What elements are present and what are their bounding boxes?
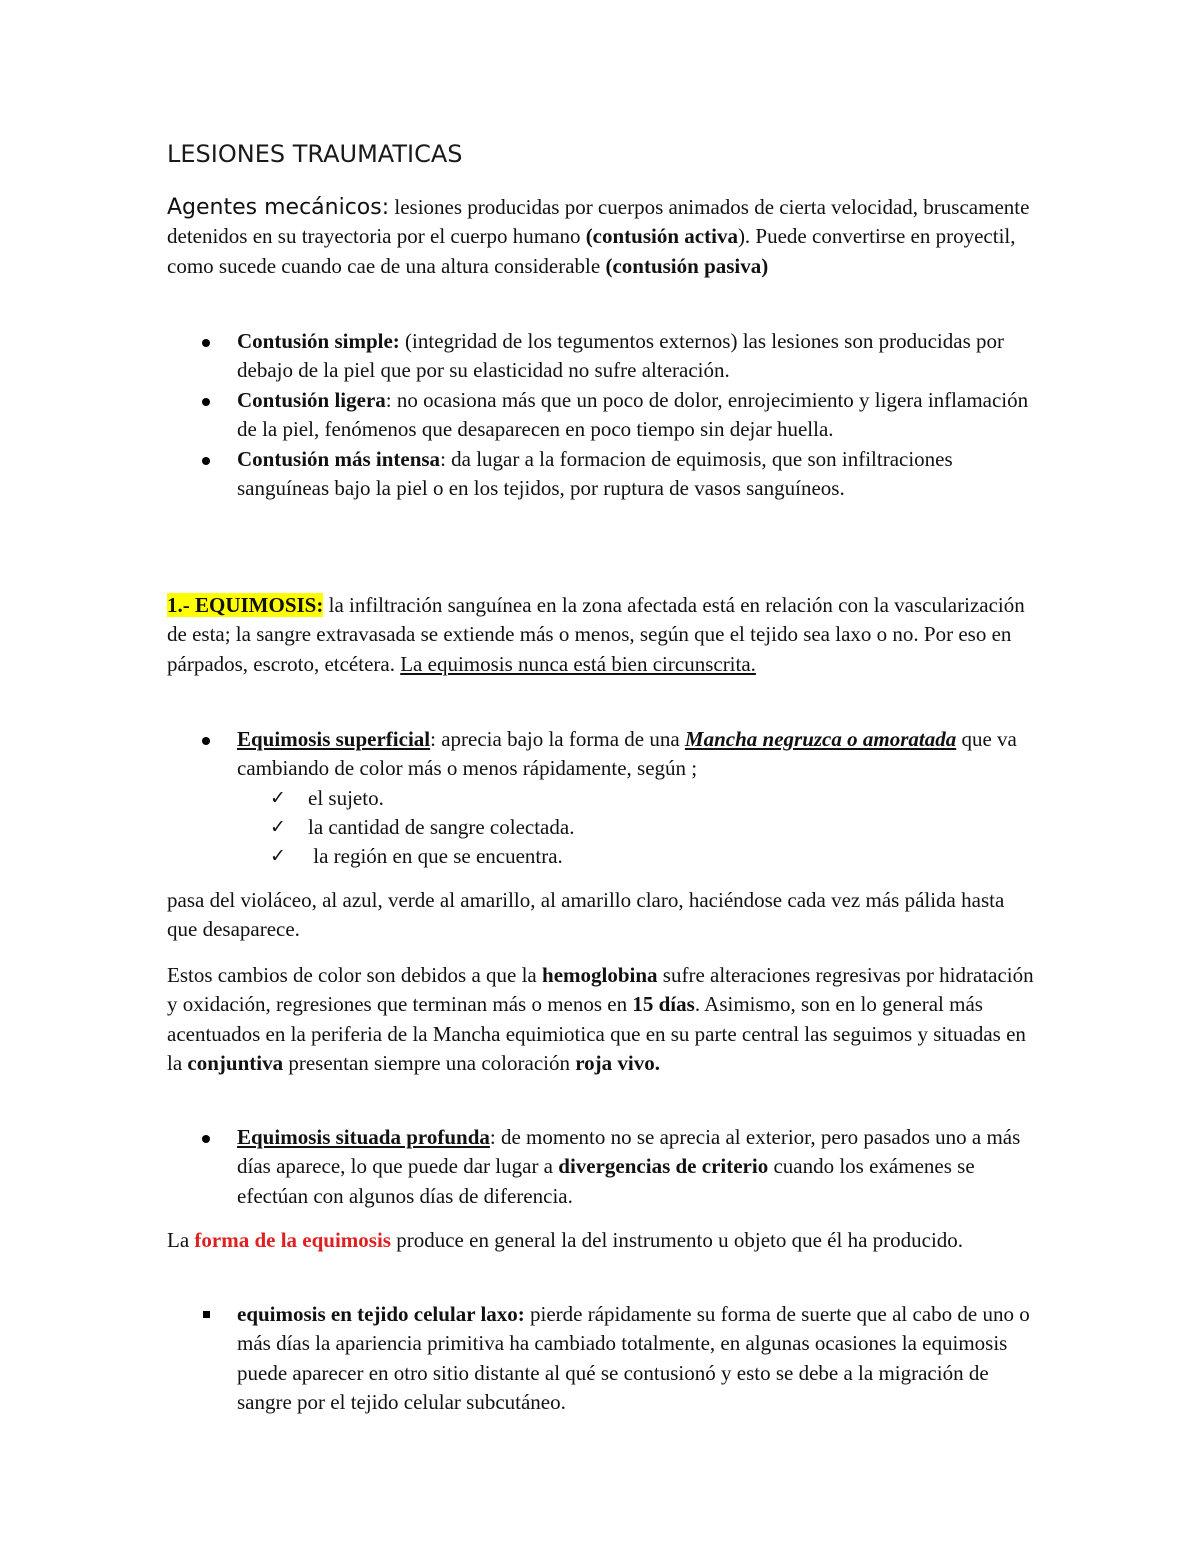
square-bullet-icon [203, 1311, 210, 1318]
list-item [270, 813, 574, 842]
list-item [167, 1300, 1037, 1418]
profunda-term: Equimosis situada profunda [237, 1125, 490, 1149]
forma-red-text: forma de la equimosis [194, 1228, 391, 1252]
forma-paragraph [167, 1226, 1037, 1255]
list-item [167, 327, 1037, 386]
superficial-list [167, 725, 1037, 784]
bullet-icon [202, 457, 210, 465]
cambios-text-2: sufre alteraciones regresivas por hidratación y oxidación, regresiones que terminan más o menos en [167, 963, 1034, 1017]
equimosis-underlined: La equimosis nunca está bien circunscrita. [400, 651, 756, 676]
check-list [270, 784, 574, 871]
profunda-bold: divergencias de criterio [558, 1154, 769, 1179]
list-item [167, 386, 1037, 445]
forma-text-1: La [167, 1228, 195, 1252]
check-item-text: la región en que se encuentra. [308, 844, 563, 868]
intro-bold-2: (contusión pasiva) [605, 253, 769, 278]
check-item-text: la cantidad de sangre colectada. [308, 815, 575, 839]
equimosis-paragraph [167, 591, 1037, 679]
check-item-text: el sujeto. [308, 786, 384, 810]
list-item [167, 1123, 1037, 1211]
superficial-emphasis: Mancha negruzca o amoratada [684, 727, 957, 751]
cambios-text-4: presentan siempre una coloración [283, 1051, 576, 1076]
list-item-text: (integridad de los tegumentos externos) las lesiones son producidas por debajo de la piel que por su elasticidad no sufre alteración. [237, 329, 1004, 383]
equimosis-text: la infiltración sanguínea en la zona afectada está en relación con la vascularización de esta; la sangre extravasada se extiende más o menos, según que el tejido sea laxo o no. Por eso en párpados, escroto, etcétera. [167, 593, 1025, 676]
cambios-paragraph [167, 961, 1037, 1079]
cambios-bold-1: hemoglobina [542, 963, 658, 987]
list-item [270, 784, 574, 813]
laxo-text: pierde rápidamente su forma de suerte que al cabo de uno o más días la apariencia primitiva ha cambiado totalmente, en algunas ocasiones la equimosis puede aparecer en otro sitio distante al qué se contusionó y esto se debe a la migración de sangre por el tejido celular subcutáneo. [237, 1302, 1030, 1415]
list-item-term: Contusión simple: [237, 329, 400, 353]
check-icon: ✓ [270, 845, 286, 867]
superficial-term: Equimosis superficial [237, 727, 431, 751]
list-item-term: Contusión ligera [237, 387, 386, 412]
intro-paragraph [167, 193, 1037, 281]
cambios-bold-4: roja vivo. [575, 1051, 661, 1076]
cambios-text-3: . Asimismo, son en lo general más acentuados en la periferia de la Mancha equimiotica que en su parte central las seguimos y situadas en la [167, 992, 1026, 1076]
bullet-icon [202, 1135, 210, 1143]
list-item-text: : da lugar a la formacion de equimosis, que son infiltraciones sanguíneas bajo la piel o en los tejidos, por ruptura de vasos sanguíneos. [237, 446, 953, 501]
superficial-text-2: que va cambiando de color más o menos rápidamente, según ; [237, 727, 1017, 781]
check-icon: ✓ [270, 787, 286, 809]
profunda-text-1: : de momento no se aprecia al exterior, pero pasados uno a más días aparece, lo que puede dar lugar a [237, 1125, 1021, 1179]
intro-heading: Agentes mecánicos: [167, 195, 390, 220]
equimosis-heading: 1.- EQUIMOSIS: [167, 593, 324, 617]
forma-text-2: produce en general la del instrumento u objeto que él ha producido. [390, 1228, 964, 1252]
cambios-bold-3: conjuntiva [187, 1051, 284, 1076]
list-item [270, 842, 574, 871]
bullet-icon [202, 398, 210, 406]
list-item [167, 725, 1037, 784]
intro-text-2: ). Puede convertirse en proyectil, como sucede cuando cae de una altura considerable [167, 224, 1016, 278]
check-icon: ✓ [270, 816, 286, 838]
bullet-icon [202, 737, 210, 745]
contusion-list [167, 327, 1037, 503]
profunda-list [167, 1123, 1037, 1211]
laxo-list [167, 1300, 1037, 1418]
cambios-bold-2: 15 días [632, 992, 695, 1017]
bullet-icon [202, 339, 210, 347]
list-item-text: : no ocasiona más que un poco de dolor, enrojecimiento y ligera inflamación de la piel, fenómenos que desaparecen en poco tiempo sin dejar huella. [237, 387, 1029, 442]
color-change-paragraph: pasa del violáceo, al azul, verde al amarillo, al amarillo claro, haciéndose cada vez más pálida hasta que desaparece. [167, 888, 1005, 942]
intro-bold-1: (contusión activa [585, 224, 738, 249]
list-item-term: Contusión más intensa [237, 446, 441, 471]
laxo-term: equimosis en tejido celular laxo: [237, 1302, 525, 1326]
page-title: LESIONES TRAUMATICAS [167, 140, 463, 168]
cambios-text-1: Estos cambios de color son debidos a que la [167, 963, 543, 987]
superficial-text-1: : aprecia bajo la forma de una [430, 727, 685, 751]
list-item [167, 445, 1037, 504]
intro-text-1: lesiones producidas por cuerpos animados de cierta velocidad, bruscamente detenidos en su trayectoria por el cuerpo humano [167, 195, 1030, 249]
profunda-text-2: cuando los exámenes se efectúan con algunos días de diferencia. [237, 1154, 975, 1208]
